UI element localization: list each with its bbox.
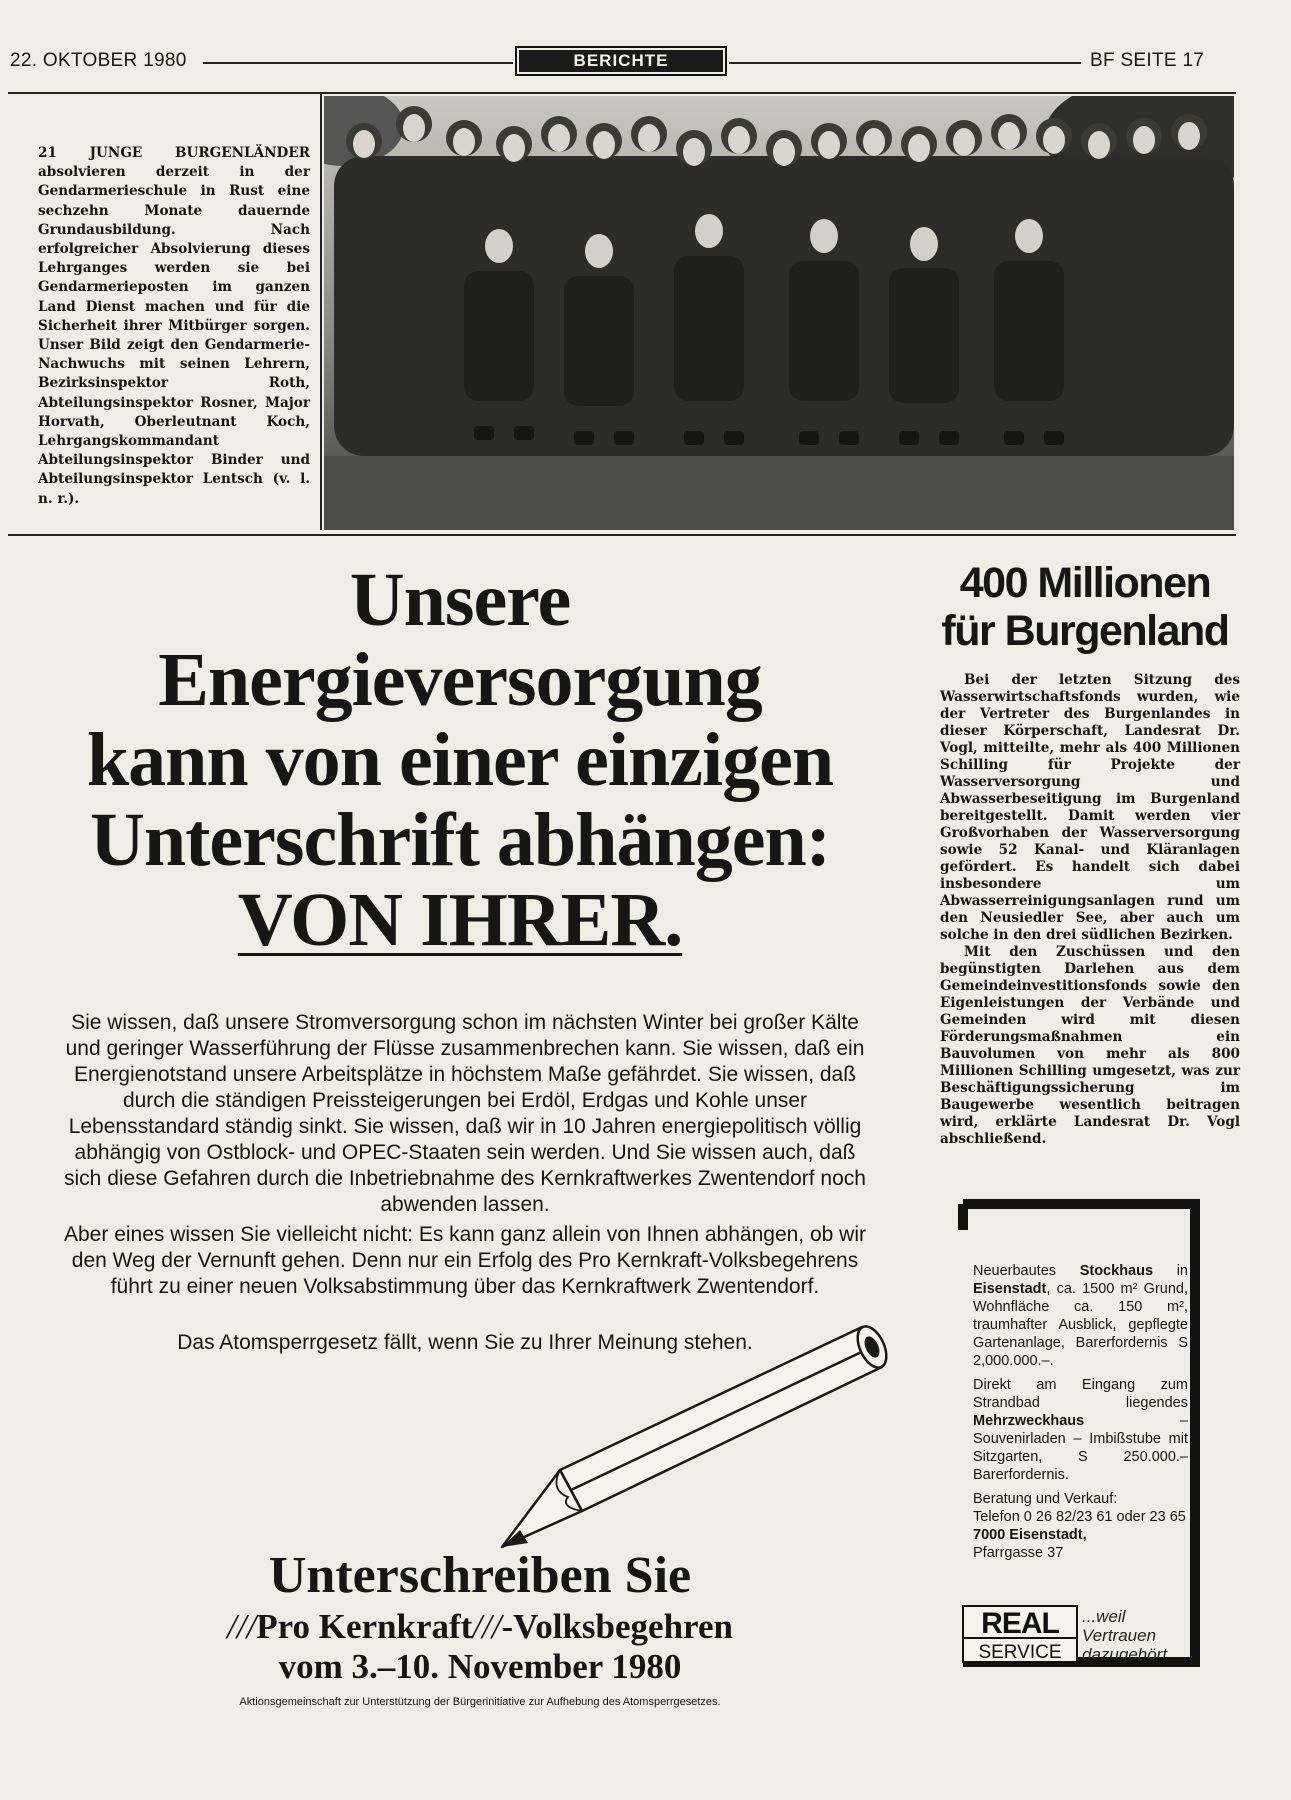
- ad-fineprint: Aktionsgemeinschaft zur Unterstützung der Bürgerinitiative zur Aufhebung des Atomsperrgesetzes.: [239, 1696, 721, 1708]
- article-paragraph-2: Mit den Zuschüssen und den begünstigten Darlehen aus dem Gemeindeinvestitionsfonds sowie den Eigenleistungen der Verbände und Gemeinden wird mit diesen Förderungsmaßnahmen ein Bauvolumen von mehr als 800 Millionen Schilling umgesetzt, was zur Beschäftigungssicherung im Baugewerbe wesentlich beitragen wird, erklärte Landesrat Dr. Vogl abschließend.: [940, 944, 1240, 1147]
- listing-1-details: , ca. 1500 m² Grund, Wohnfläche ca. 150 m², traumhafter Ausblick, gepflegte Gartenanlage, Barerfordernis S 2,000.000.–.: [973, 1281, 1188, 1369]
- listing-1-location: Eisenstadt: [973, 1281, 1047, 1297]
- article-title-line-2: für Burgenland: [941, 607, 1229, 655]
- group-photo: [324, 96, 1234, 530]
- slogan-line-1: ...weil: [1082, 1607, 1126, 1626]
- classified-listing-2: [973, 1376, 1188, 1484]
- listing-1-type: Stockhaus: [1079, 1263, 1154, 1279]
- listing-1-intro: Neuerbautes: [973, 1263, 1080, 1279]
- header-rule-left: [203, 62, 513, 64]
- classified-listing-1: [973, 1262, 1188, 1370]
- ad-headline-line-1: Unsere: [349, 558, 571, 642]
- cta-slash-mark-1: ///: [227, 1607, 257, 1646]
- header-rule-right: [729, 62, 1081, 64]
- photo-caption-box: [8, 94, 322, 530]
- slogan-line-3: dazugehört: [1082, 1645, 1168, 1664]
- cta-line-3: vom 3.–10. November 1980: [278, 1647, 682, 1686]
- article-paragraph-1: Bei der letzten Sitzung des Wasserwirtschaftsfonds wurden, wie der Vertreter des Burgenlandes in dieser Körperschaft, Landesrat Dr. Vogl, mitteilte, mehr als 400 Millionen Schilling für Projekte der Wasserversorgung und Abwasserbeseitigung im Burgenland bereitgestellt. Damit werden vier Großvorhaben der Wasserversorgung sowie 52 Kanal- und Kläranlagen gefördert. Es handelt sich dabei insbesondere um Abwasserreinigungsanlagen rund um den Neusiedler See, aber auch um solche in den drei südlichen Bezirken.: [940, 672, 1240, 943]
- section-label-box: [515, 46, 727, 76]
- caption-lead: 21 JUNGE BURGENLÄNDER: [38, 145, 310, 161]
- ad-body-paragraph-1: Sie wissen, daß unsere Stromversorgung schon im nächsten Winter bei großer Kälte und geringer Wasserführung der Flüsse zusammenbrechen kann. Sie wissen, daß ein Energienotstand unsere Arbeitsplätze in höchstem Maße gefährdet. Sie wissen, daß durch die ständigen Preissteigerungen bei Erdöl, Erdgas und Kohle unser Lebensstandard ständig sinkt. Sie wissen, daß wir in 10 Jahren energiepolitisch völlig abhängig von Ostblock- und OPEC-Staaten sein werden. Und Sie wissen auch, daß sich diese Gefahren durch die Inbetriebnahme des Kernkraftwerkes Zwentendorf noch abwenden lassen.: [64, 1011, 866, 1216]
- page-number: BF SEITE 17: [1090, 50, 1205, 71]
- pencil-icon: [490, 1315, 900, 1555]
- ad-body-paragraph-3: Das Atomsperrgesetz fällt, wenn Sie zu Ihrer Meinung stehen.: [177, 1331, 753, 1354]
- ad-headline-line-3: kann von einer einzigen: [86, 718, 834, 802]
- issue-date: 22. OKTOBER 1980: [10, 50, 187, 71]
- real-service-logo: [962, 1605, 1078, 1663]
- contact-label: Beratung und Verkauf:: [973, 1491, 1118, 1507]
- cta-line-1: Unterschreiben Sie: [268, 1547, 692, 1604]
- classified-contact: [973, 1490, 1188, 1562]
- cta-campaign-name: Pro Kernkraft: [256, 1607, 473, 1646]
- logo-word-real: REAL: [981, 1607, 1059, 1640]
- ad-headline: [20, 560, 900, 960]
- ad-headline-line-4: Unterschrift abhängen:: [89, 798, 831, 882]
- listing-2-type: Mehrzweckhaus: [973, 1413, 1085, 1429]
- contact-street: Pfarrgasse 37: [973, 1545, 1064, 1561]
- real-service-slogan: [1082, 1607, 1202, 1664]
- listing-2-details: – Souvenirladen – Imbißstube mit Sitzgarten, S 250.000.– Barerfordernis.: [973, 1413, 1188, 1483]
- contact-phone: Telefon 0 26 82/23 61 oder 23 65: [973, 1509, 1186, 1525]
- listing-2-intro: Direkt am Eingang zum Strandbad liegendes: [973, 1377, 1188, 1411]
- logo-word-service: SERVICE: [978, 1642, 1062, 1663]
- ad-headline-line-5: VON IHRER.: [237, 878, 683, 962]
- classified-ad-text: [973, 1262, 1188, 1568]
- listing-1-connector: in: [1153, 1263, 1188, 1279]
- caption-body: absolvieren derzeit in der Gendarmerieschule in Rust eine sechzehn Monate dauernde Grundausbildung. Nach erfolgreicher Absolvierung dieses Lehrganges werden sie bei Gendarmerieposten im ganzen Land Dienst machen und für die Sicherheit ihrer Mitbürger sorgen. Unser Bild zeigt den Gendarmerie-Nachwuchs mit seinen Lehrern, Bezirksinspektor Roth, Abteilungsinspektor Rosner, Major Horvath, Oberleutnant Koch, Lehrgangskommandant Abteilungsinspektor Binder und Abteilungsinspektor Lentsch (v. l. n. r.).: [38, 164, 310, 507]
- ad-headline-line-2: Energieversorgung: [158, 638, 762, 722]
- slogan-line-2: Vertrauen: [1082, 1626, 1157, 1645]
- group-photo-illustration: [324, 96, 1234, 530]
- cta-slash-mark-2: ///: [472, 1607, 502, 1646]
- section-label: BERICHTE: [519, 50, 723, 72]
- article-title-line-1: 400 Millionen: [959, 559, 1211, 607]
- cta-campaign-suffix: -Volksbegehren: [501, 1607, 733, 1646]
- contact-city: 7000 Eisenstadt,: [973, 1527, 1087, 1543]
- cta-line-2: [160, 1608, 800, 1646]
- photo-caption: [38, 144, 310, 509]
- article-body: [940, 672, 1240, 1148]
- ad-body-paragraph-2: Aber eines wissen Sie vielleicht nicht: Es kann ganz allein von Ihnen abhängen, ob wir den Weg der Vernunft gehen. Denn nur ein Erfolg des Pro Kernkraft-Volksbegehrens führt zu einer neuen Volksabstimmung über das Kernkraftwerk Zwentendorf.: [64, 1223, 866, 1298]
